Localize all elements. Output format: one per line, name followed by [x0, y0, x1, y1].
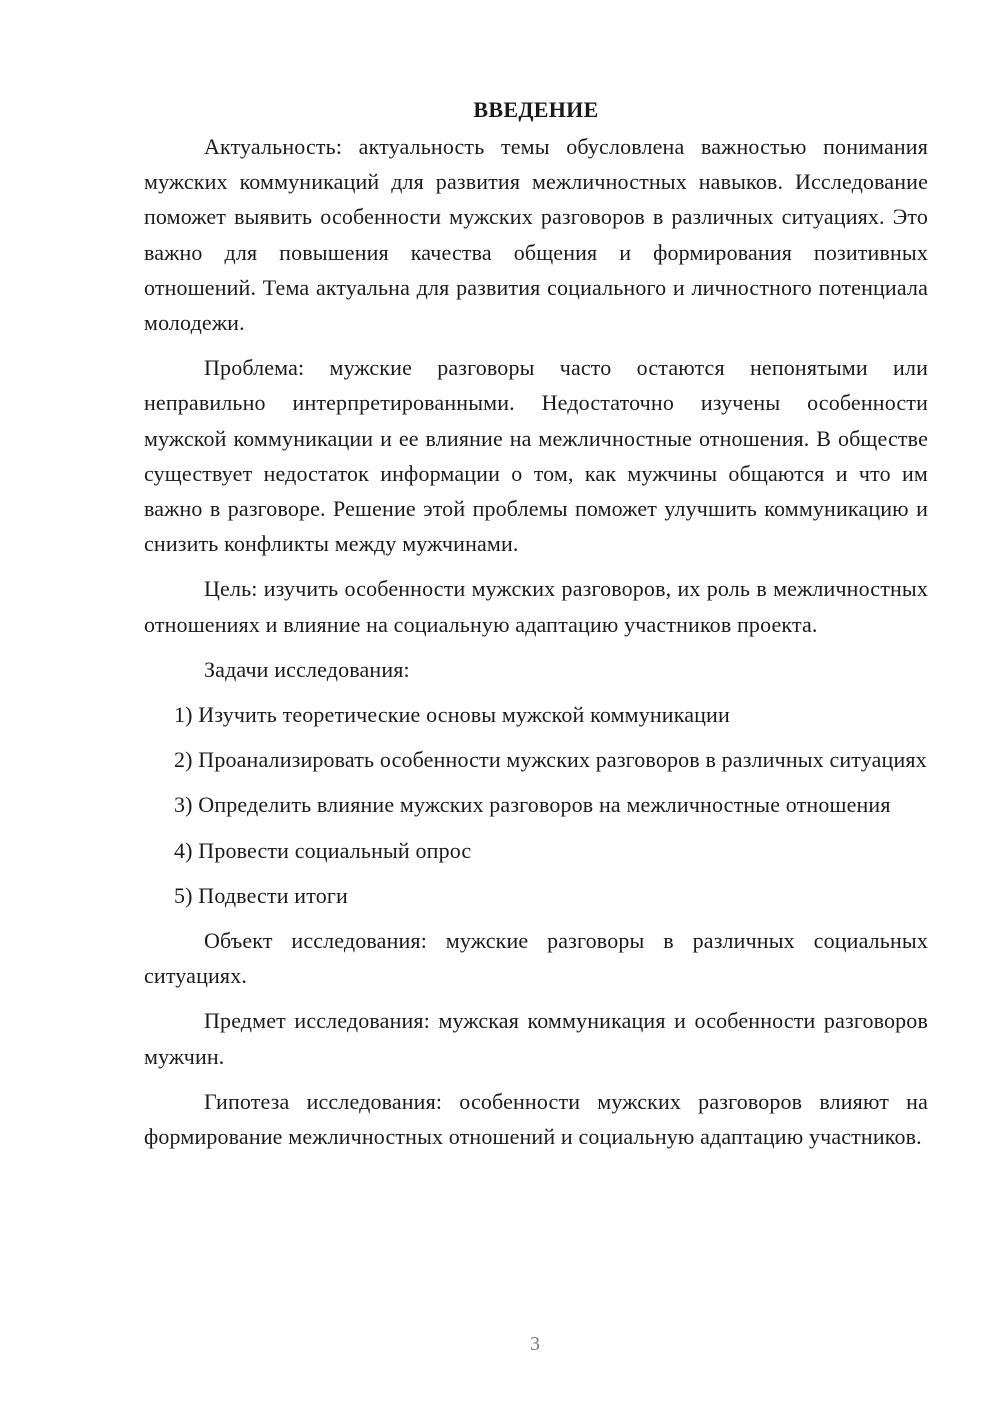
document-page [144, 92, 928, 1154]
paragraph-hypothesis: Гипотеза исследования: особенности мужских разговоров влияют на формирование межличностных отношений и социальную адаптацию участников. [144, 1088, 928, 1150]
paragraph-relevance: Актуальность: актуальность темы обусловлена важностью понимания мужских коммуникаций для развития межличностных навыков. Исследование поможет выявить особенности мужских разговоров в различных ситуациях. Это важно для повышения качества общения и формирования позитивных отношений. Тема актуальна для развития социального и личностного потенциала молодежи. [144, 134, 928, 336]
paragraph-problem: Проблема: мужские разговоры часто остаются непонятыми или неправильно интерпретированными. Недостаточно изучены особенности мужской коммуникации и ее влияние на межличностные отношения. В обществе существует недостаток информации о том, как мужчины общаются и что им важно в разговоре. Решение этой проблемы поможет улучшить коммуникацию и снизить конфликты между мужчинами. [144, 355, 928, 557]
paragraph-tasks-heading: Задачи исследования: [204, 656, 410, 682]
paragraph-object: Объект исследования: мужские разговоры в различных социальных ситуациях. [144, 928, 928, 989]
task-item-1: 1) Изучить теоретические основы мужской коммуникации [174, 702, 730, 728]
task-item-5: 5) Подвести итоги [174, 882, 348, 908]
paragraph-goal: Цель: изучить особенности мужских разговоров, их роль в межличностных отношениях и влияние на социальную адаптацию участников проекта. [144, 576, 928, 637]
page-number: 3 [530, 1333, 540, 1355]
paragraph-subject: Предмет исследования: мужская коммуникация и особенности разговоров мужчин. [144, 1008, 928, 1069]
task-item-3: 3) Определить влияние мужских разговоров на межличностные отношения [174, 792, 891, 818]
task-item-2: 2) Проанализировать особенности мужских разговоров в различных ситуациях [174, 747, 927, 773]
task-item-4: 4) Провести социальный опрос [174, 837, 472, 863]
section-title: ВВЕДЕНИЕ [473, 97, 599, 122]
